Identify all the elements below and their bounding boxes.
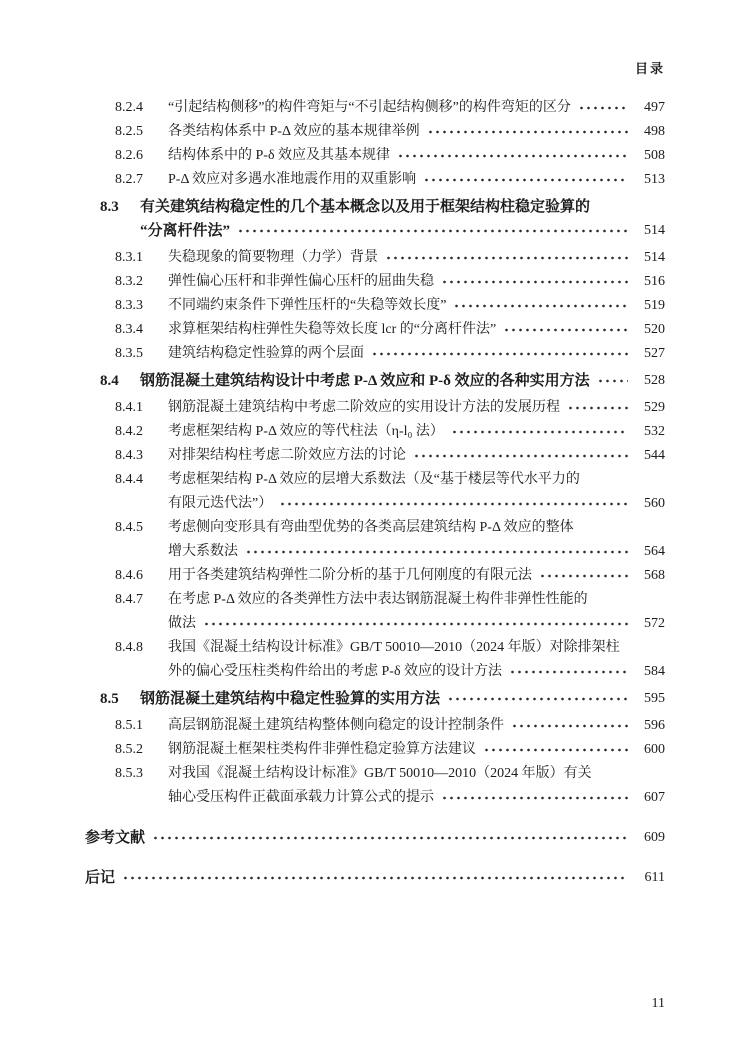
toc-entry-title-line: [168, 636, 665, 660]
toc-entry-page-number: 516: [644, 274, 665, 289]
toc-entry-title-line: [168, 294, 665, 318]
toc-entry-page-number: 529: [644, 400, 665, 415]
toc-entry-number: 8.2.6: [115, 148, 143, 163]
toc-entry-text: 失稳现象的简要物理（力学）背景: [168, 250, 378, 265]
toc-entry-number: 8.5: [100, 691, 119, 707]
toc-entry-title-line: [168, 342, 665, 366]
toc-entry-title: [168, 270, 665, 294]
toc-entry-text: 对我国《混凝土结构设计标准》GB/T 50010—2010（2024 年版）有关: [168, 766, 592, 781]
toc-entry-text: 钢筋混凝土框架柱类构件非弹性稳定验算方法建议: [168, 742, 476, 757]
toc-entry-text: 结构体系中的 P-δ 效应及其基本规律: [168, 148, 391, 163]
toc-entry-text: 有关建筑结构稳定性的几个基本概念以及用于框架结构柱稳定验算的: [140, 199, 591, 215]
toc-entry-title-line: [168, 714, 665, 738]
toc-entry-text: 钢筋混凝土建筑结构中考虑二阶效应的实用设计方法的发展历程: [168, 400, 560, 415]
toc-entry-title: [85, 826, 665, 850]
toc-entry-page-number: 508: [644, 148, 665, 163]
toc-entry-title: [168, 96, 665, 120]
toc-entry-number: 8.3.2: [115, 274, 143, 289]
toc-entry-title: [168, 294, 665, 318]
dot-leader: [385, 246, 628, 270]
toc-entry-number: 8.2.4: [115, 100, 143, 115]
toc-entry-number: 8.4.8: [115, 640, 143, 655]
toc-entry-title: [140, 195, 665, 243]
footer-page-number: 11: [651, 996, 665, 1011]
toc-entry-title-line: [168, 540, 665, 564]
toc-entry: [85, 444, 665, 468]
toc-entry-title-line: [168, 588, 665, 612]
toc-entry-number: 8.4.1: [115, 400, 143, 415]
toc-entry: [85, 588, 665, 636]
toc-entry: [85, 866, 665, 890]
dot-leader: [453, 294, 628, 318]
toc-entry: [85, 738, 665, 762]
toc-entry-page-number: 527: [644, 346, 665, 361]
toc-entry: [85, 826, 665, 850]
toc-entry-page-number: 584: [644, 664, 665, 679]
toc-entry-page-number: 600: [644, 742, 665, 757]
toc-entry-page-number: 528: [644, 373, 665, 388]
toc-entry-text: 在考虑 P-Δ 效应的各类弹性方法中表达钢筋混凝土构件非弹性性能的: [168, 592, 588, 607]
toc-entry-title: [168, 468, 665, 516]
toc-entry: [85, 246, 665, 270]
toc-entry-number: 8.3.5: [115, 346, 143, 361]
toc-entry-title: [168, 420, 665, 444]
toc-entry: [85, 762, 665, 810]
toc-entry-text: 不同端约束条件下弹性压杆的“失稳等效长度”: [168, 298, 447, 313]
toc-entry-title-line: [168, 396, 665, 420]
dot-leader: [413, 444, 628, 468]
toc-entry: [85, 195, 665, 243]
toc-entry-title-line: [168, 612, 665, 636]
toc-entry-title-line: [168, 246, 665, 270]
toc-entry-number: 8.4.3: [115, 448, 143, 463]
toc-entry-text: 考虑框架结构 P-Δ 效应的层增大系数法（及“基于楼层等代水平力的: [168, 472, 580, 487]
toc-entry-text: 做法: [168, 616, 196, 631]
dot-leader: [567, 396, 628, 420]
dot-leader: [152, 826, 628, 850]
toc-entry-page-number: 564: [644, 544, 665, 559]
dot-leader: [237, 219, 628, 243]
toc-entry-page-number: 514: [644, 223, 665, 238]
toc-entry-number: 8.5.2: [115, 742, 143, 757]
toc-entry-title-line: [168, 444, 665, 468]
toc-entry-text: 求算框架结构柱弹性失稳等效长度 lcr 的“分离杆件法”: [168, 322, 497, 337]
toc-entry-text: 参考文献: [85, 830, 146, 846]
toc-entry-title-line: [140, 687, 665, 711]
toc-entry-text: 建筑结构稳定性验算的两个层面: [168, 346, 364, 361]
toc-entry-page-number: 513: [644, 172, 665, 187]
toc-entry-title: [140, 687, 665, 711]
toc-entry-text: “引起结构侧移”的构件弯矩与“不引起结构侧移”的构件弯矩的区分: [168, 100, 571, 115]
dot-leader: [203, 612, 628, 636]
toc-entry-title: [168, 318, 665, 342]
toc-entry-number: 8.4: [100, 373, 119, 389]
toc-entry-number: 8.4.4: [115, 472, 143, 487]
toc-entry-title: [168, 714, 665, 738]
toc-entry-title: [168, 120, 665, 144]
page-header-label: 目录: [634, 61, 665, 76]
toc-entry-page-number: 544: [644, 448, 665, 463]
toc-entry-title-line: [140, 195, 665, 219]
toc-entry-page-number: 560: [644, 496, 665, 511]
toc-entry: [85, 342, 665, 366]
toc-entry: [85, 468, 665, 516]
toc-entry: [85, 564, 665, 588]
toc-entry-page-number: 532: [644, 424, 665, 439]
dot-leader: [279, 492, 628, 516]
toc-entry-text: P-Δ 效应对多遇水准地震作用的双重影响: [168, 172, 417, 187]
toc-entry: [85, 369, 665, 393]
toc-entry-page-number: 596: [644, 718, 665, 733]
toc-entry-title: [168, 564, 665, 588]
toc-entry-text: 考虑框架结构 P-Δ 效应的等代柱法（η-l₀ 法）: [168, 424, 444, 439]
toc-entry-title-line: [85, 866, 665, 890]
toc-entry-text: 弹性偏心压杆和非弹性偏心压杆的屈曲失稳: [168, 274, 434, 289]
toc-entry-title-line: [168, 318, 665, 342]
toc-entry-page-number: 498: [644, 124, 665, 139]
toc-entry-title-line: [168, 516, 665, 540]
dot-leader: [122, 866, 628, 890]
toc-entry-number: 8.3: [100, 199, 119, 215]
toc-entry-text: “分离杆件法”: [140, 223, 231, 239]
toc-entry-title: [168, 168, 665, 192]
toc-entry-page-number: 595: [644, 691, 665, 706]
toc-entry-text: 考虑侧向变形具有弯曲型优势的各类高层建筑结构 P-Δ 效应的整体: [168, 520, 574, 535]
dot-leader: [423, 168, 628, 192]
toc-entry-number: 8.2.7: [115, 172, 143, 187]
toc-entry-title: [168, 144, 665, 168]
toc-list: [85, 96, 665, 890]
toc-entry-title: [168, 738, 665, 762]
toc-entry-title: [168, 636, 665, 684]
dot-leader: [441, 786, 628, 810]
dot-leader: [427, 120, 628, 144]
toc-entry-number: 8.4.7: [115, 592, 143, 607]
toc-entry-title: [85, 866, 665, 890]
toc-entry-number: 8.5.1: [115, 718, 143, 733]
dot-leader: [597, 369, 628, 393]
toc-entry: [85, 714, 665, 738]
toc-entry-title: [168, 516, 665, 564]
toc-entry-page-number: 514: [644, 250, 665, 265]
toc-entry-text: 增大系数法: [168, 544, 238, 559]
toc-entry: [85, 396, 665, 420]
toc-entry-number: 8.2.5: [115, 124, 143, 139]
toc-entry: [85, 96, 665, 120]
toc-entry: [85, 687, 665, 711]
dot-leader: [511, 714, 628, 738]
toc-entry-title-line: [168, 762, 665, 786]
toc-entry: [85, 120, 665, 144]
toc-entry-title: [168, 342, 665, 366]
toc-entry-title-line: [85, 826, 665, 850]
toc-entry-title-line: [168, 144, 665, 168]
toc-entry-number: 8.5.3: [115, 766, 143, 781]
dot-leader: [503, 318, 628, 342]
toc-entry-title-line: [168, 738, 665, 762]
toc-entry-title-line: [140, 219, 665, 243]
toc-entry-text: 高层钢筋混凝土建筑结构整体侧向稳定的设计控制条件: [168, 718, 504, 733]
toc-entry-text: 对排架结构柱考虑二阶效应方法的讨论: [168, 448, 406, 463]
toc-entry-text: 外的偏心受压柱类构件给出的考虑 P-δ 效应的设计方法: [168, 664, 503, 679]
toc-entry-title-line: [168, 786, 665, 810]
toc-entry-title: [168, 444, 665, 468]
toc-entry-text: 我国《混凝土结构设计标准》GB/T 50010—2010（2024 年版）对除排架柱: [168, 640, 620, 655]
toc-entry-title-line: [168, 96, 665, 120]
dot-leader: [483, 738, 628, 762]
toc-entry-title: [168, 588, 665, 636]
toc-entry-number: 8.3.1: [115, 250, 143, 265]
toc-entry-title-line: [168, 492, 665, 516]
toc-entry-text: 轴心受压构件正截面承载力计算公式的提示: [168, 790, 434, 805]
toc-entry-title: [168, 762, 665, 810]
toc-entry: [85, 516, 665, 564]
dot-leader: [245, 540, 628, 564]
dot-leader: [509, 660, 628, 684]
toc-entry-page-number: 572: [644, 616, 665, 631]
toc-entry-title-line: [168, 564, 665, 588]
toc-entry-number: 8.4.6: [115, 568, 143, 583]
dot-leader: [447, 687, 628, 711]
dot-leader: [371, 342, 628, 366]
toc-entry-text: 用于各类建筑结构弹性二阶分析的基于几何刚度的有限元法: [168, 568, 532, 583]
toc-entry-page-number: 607: [644, 790, 665, 805]
toc-entry: [85, 420, 665, 444]
toc-entry: [85, 168, 665, 192]
toc-entry-text: 有限元迭代法”）: [168, 496, 273, 511]
toc-entry-text: 后记: [85, 870, 116, 886]
toc-entry-title-line: [168, 660, 665, 684]
toc-entry-title-line: [168, 468, 665, 492]
toc-entry-text: 钢筋混凝土建筑结构中稳定性验算的实用方法: [140, 691, 441, 707]
toc-entry-title-line: [168, 120, 665, 144]
toc-entry-page-number: 568: [644, 568, 665, 583]
dot-leader: [397, 144, 628, 168]
toc-entry-page-number: 519: [644, 298, 665, 313]
toc-entry-title: [168, 396, 665, 420]
toc-entry-page-number: 497: [644, 100, 665, 115]
dot-leader: [441, 270, 628, 294]
toc-entry-title: [168, 246, 665, 270]
toc-entry-title-line: [140, 369, 665, 393]
dot-leader: [578, 96, 628, 120]
toc-entry: [85, 270, 665, 294]
toc-entry: [85, 294, 665, 318]
toc-entry-title-line: [168, 420, 665, 444]
toc-entry: [85, 318, 665, 342]
toc-entry-page-number: 609: [644, 830, 665, 845]
toc-entry: [85, 144, 665, 168]
toc-entry-number: 8.4.2: [115, 424, 143, 439]
toc-entry-page-number: 520: [644, 322, 665, 337]
dot-leader: [539, 564, 628, 588]
toc-entry: [85, 636, 665, 684]
toc-entry-number: 8.3.4: [115, 322, 143, 337]
toc-entry-page-number: 611: [644, 870, 665, 885]
dot-leader: [451, 420, 628, 444]
toc-entry-title-line: [168, 270, 665, 294]
toc-entry-text: 各类结构体系中 P-Δ 效应的基本规律举例: [168, 124, 420, 139]
toc-entry-title-line: [168, 168, 665, 192]
toc-entry-number: 8.4.5: [115, 520, 143, 535]
toc-entry-title: [140, 369, 665, 393]
toc-entry-number: 8.3.3: [115, 298, 143, 313]
toc-entry-text: 钢筋混凝土建筑结构设计中考虑 P-Δ 效应和 P-δ 效应的各种实用方法: [140, 373, 590, 389]
